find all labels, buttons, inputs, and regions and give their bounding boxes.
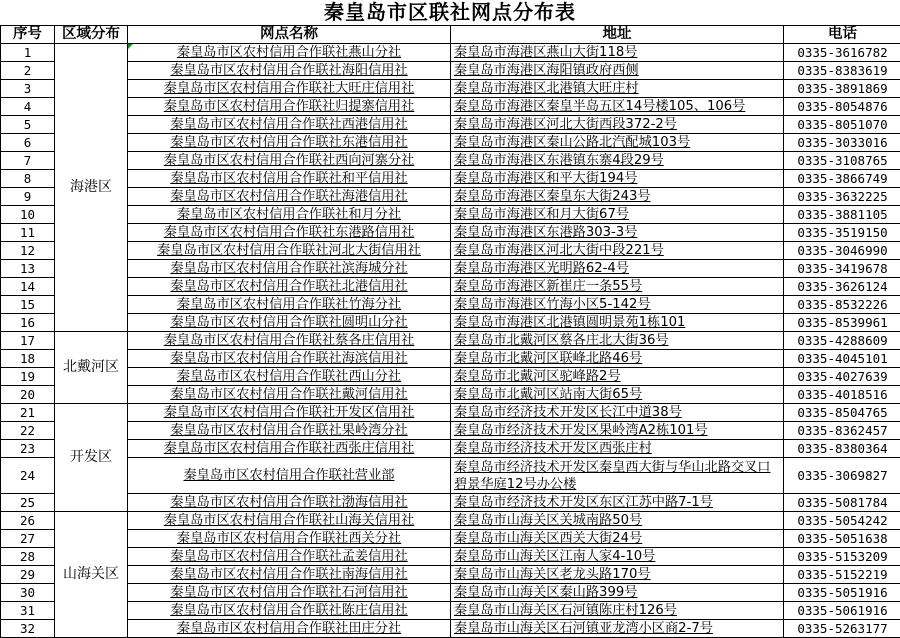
table-row <box>1 224 900 242</box>
table-row <box>1 296 900 314</box>
cell-phone[interactable]: 0335-3033016 <box>784 134 900 152</box>
table-row <box>1 512 900 530</box>
cell-address[interactable]: 秦皇岛市海港区新崔庄一条55号 <box>451 278 784 296</box>
cell-index[interactable]: 1 <box>1 44 55 62</box>
table-row <box>1 80 900 98</box>
header-address[interactable]: 地址 <box>451 26 784 44</box>
cell-branch-name[interactable]: 秦皇岛市区农村信用合作联社竹海分社 <box>128 296 451 314</box>
cell-address[interactable]: 秦皇岛市海港区和月大街67号 <box>451 206 784 224</box>
cell-index[interactable]: 9 <box>1 188 55 206</box>
cell-phone[interactable]: 0335-3881105 <box>784 206 900 224</box>
cell-phone[interactable]: 0335-4027639 <box>784 368 900 386</box>
cell-address[interactable]: 秦皇岛市海港区竹海小区5-142号 <box>451 296 784 314</box>
cell-address[interactable]: 秦皇岛市山海关区江南人家4-10号 <box>451 548 784 566</box>
cell-branch-name[interactable]: 秦皇岛市区农村信用合作联社西关分社 <box>128 530 451 548</box>
table-row <box>1 494 900 512</box>
cell-index[interactable]: 18 <box>1 350 55 368</box>
table-row <box>1 116 900 134</box>
cell-address[interactable]: 秦皇岛市北戴河区站南大街65号 <box>451 386 784 404</box>
table-row <box>1 314 900 332</box>
cell-address[interactable]: 秦皇岛市海港区北港镇大旺庄村 <box>451 80 784 98</box>
cell-index[interactable]: 19 <box>1 368 55 386</box>
cell-address[interactable]: 秦皇岛市海港区河北大街中段221号 <box>451 242 784 260</box>
branch-table <box>0 25 900 638</box>
cell-branch-name[interactable]: 秦皇岛市区农村信用合作联社大旺庄信用社 <box>128 80 451 98</box>
cell-index[interactable]: 11 <box>1 224 55 242</box>
cell-index[interactable]: 17 <box>1 332 55 350</box>
cell-address[interactable]: 秦皇岛市山海关区老龙头路170号 <box>451 566 784 584</box>
table-row <box>1 206 900 224</box>
cell-address[interactable]: 秦皇岛市海港区光明路62-4号 <box>451 260 784 278</box>
cell-phone[interactable]: 0335-3419678 <box>784 260 900 278</box>
cell-index[interactable]: 28 <box>1 548 55 566</box>
table-row <box>1 170 900 188</box>
cell-index[interactable]: 2 <box>1 62 55 80</box>
cell-phone[interactable]: 0335-8504765 <box>784 404 900 422</box>
cell-phone[interactable]: 0335-3616782 <box>784 44 900 62</box>
cell-address[interactable]: 秦皇岛市山海关区西关大街24号 <box>451 530 784 548</box>
cell-address[interactable]: 秦皇岛市海港区东港镇东寨4段29号 <box>451 152 784 170</box>
cell-index[interactable]: 30 <box>1 584 55 602</box>
cell-address[interactable]: 秦皇岛市山海关区关城南路50号 <box>451 512 784 530</box>
table-row <box>1 548 900 566</box>
cell-address[interactable]: 秦皇岛市海港区秦山公路北汽配城103号 <box>451 134 784 152</box>
cell-index[interactable]: 27 <box>1 530 55 548</box>
table-row <box>1 44 900 62</box>
cell-index[interactable]: 20 <box>1 386 55 404</box>
cell-phone[interactable]: 0335-5152219 <box>784 566 900 584</box>
header-region[interactable]: 区域分布 <box>55 26 128 44</box>
cell-index[interactable]: 22 <box>1 422 55 440</box>
cell-branch-name[interactable]: 秦皇岛市区农村信用合作联社陈庄信用社 <box>128 602 451 620</box>
cell-index[interactable]: 25 <box>1 494 55 512</box>
cell-address[interactable]: 秦皇岛市海港区秦皇东大街243号 <box>451 188 784 206</box>
cell-phone[interactable]: 0335-5051916 <box>784 584 900 602</box>
cell-phone[interactable]: 0335-8362457 <box>784 422 900 440</box>
cell-index[interactable]: 8 <box>1 170 55 188</box>
table-row <box>1 566 900 584</box>
cell-phone[interactable]: 0335-3891869 <box>784 80 900 98</box>
cell-address[interactable]: 秦皇岛市海港区海阳镇政府西侧 <box>451 62 784 80</box>
header-index[interactable]: 序号 <box>1 26 55 44</box>
cell-branch-name[interactable]: 秦皇岛市区农村信用合作联社渤海信用社 <box>128 494 451 512</box>
cell-phone[interactable]: 0335-3866749 <box>784 170 900 188</box>
cell-address[interactable]: 秦皇岛市海港区秦皇半岛五区14号楼105、106号 <box>451 98 784 116</box>
cell-phone[interactable]: 0335-3046990 <box>784 242 900 260</box>
cell-branch-name[interactable]: 秦皇岛市区农村信用合作联社山海关信用社 <box>128 512 451 530</box>
cell-phone[interactable]: 0335-8383619 <box>784 62 900 80</box>
table-row <box>1 440 900 458</box>
table-row <box>1 278 900 296</box>
cell-branch-name[interactable]: 秦皇岛市区农村信用合作联社和平信用社 <box>128 170 451 188</box>
cell-address[interactable]: 秦皇岛市经济技术开发区西张庄村 <box>451 440 784 458</box>
table-row <box>1 620 900 638</box>
cell-address[interactable]: 秦皇岛市海港区燕山大街118号 <box>451 44 784 62</box>
cell-address[interactable]: 秦皇岛市山海关区秦山路399号 <box>451 584 784 602</box>
cell-region[interactable]: 开发区 <box>55 404 128 512</box>
cell-region[interactable]: 北戴河区 <box>55 332 128 404</box>
table-row <box>1 530 900 548</box>
cell-branch-name[interactable]: 秦皇岛市区农村信用合作联社西港信用社 <box>128 116 451 134</box>
cell-address[interactable]: 秦皇岛市山海关区石河镇陈庄村126号 <box>451 602 784 620</box>
cell-index[interactable]: 12 <box>1 242 55 260</box>
cell-phone[interactable]: 0335-3519150 <box>784 224 900 242</box>
cell-comment-marker-icon <box>128 44 133 49</box>
cell-address[interactable]: 秦皇岛市海港区北港镇圆明景苑1栋101 <box>451 314 784 332</box>
cell-branch-name[interactable]: 秦皇岛市区农村信用合作联社圆明山分社 <box>128 314 451 332</box>
cell-index[interactable]: 23 <box>1 440 55 458</box>
cell-index[interactable]: 32 <box>1 620 55 638</box>
cell-phone[interactable]: 0335-4045101 <box>784 350 900 368</box>
cell-phone[interactable]: 0335-3069827 <box>784 458 900 494</box>
cell-phone[interactable]: 0335-5061916 <box>784 602 900 620</box>
cell-phone[interactable]: 0335-5263177 <box>784 620 900 638</box>
cell-branch-name[interactable]: 秦皇岛市区农村信用合作联社东港路信用社 <box>128 224 451 242</box>
cell-branch-name[interactable]: 秦皇岛市区农村信用合作联社滨海城分社 <box>128 260 451 278</box>
cell-index[interactable]: 16 <box>1 314 55 332</box>
cell-branch-name[interactable]: 秦皇岛市区农村信用合作联社东港信用社 <box>128 134 451 152</box>
cell-branch-name[interactable]: 秦皇岛市区农村信用合作联社开发区信用社 <box>128 404 451 422</box>
cell-phone[interactable]: 0335-8051070 <box>784 116 900 134</box>
cell-branch-name[interactable]: 秦皇岛市区农村信用合作联社北港信用社 <box>128 278 451 296</box>
sheet-title: 秦皇岛市区联社网点分布表 <box>0 0 900 25</box>
cell-phone[interactable]: 0335-5051638 <box>784 530 900 548</box>
cell-region[interactable]: 山海关区 <box>55 512 128 638</box>
cell-branch-name[interactable]: 秦皇岛市区农村信用合作联社海滨信用社 <box>128 350 451 368</box>
cell-branch-name[interactable]: 秦皇岛市区农村信用合作联社海港信用社 <box>128 188 451 206</box>
table-row <box>1 602 900 620</box>
cell-branch-name[interactable]: 秦皇岛市区农村信用合作联社田庄分社 <box>128 620 451 638</box>
cell-index[interactable]: 14 <box>1 278 55 296</box>
table-row <box>1 62 900 80</box>
cell-index[interactable]: 15 <box>1 296 55 314</box>
cell-address[interactable]: 秦皇岛市经济技术开发区长江中道38号 <box>451 404 784 422</box>
cell-branch-name[interactable]: 秦皇岛市区农村信用合作联社河北大街信用社 <box>128 242 451 260</box>
cell-phone[interactable]: 0335-4018516 <box>784 386 900 404</box>
cell-branch-name[interactable]: 秦皇岛市区农村信用合作联社西向河寨分社 <box>128 152 451 170</box>
cell-index[interactable]: 10 <box>1 206 55 224</box>
cell-index[interactable]: 5 <box>1 116 55 134</box>
cell-address[interactable]: 秦皇岛市经济技术开发区东区江苏中路7-1号 <box>451 494 784 512</box>
cell-index[interactable]: 29 <box>1 566 55 584</box>
table-row <box>1 386 900 404</box>
cell-address[interactable]: 秦皇岛市北戴河区蔡各庄北大街36号 <box>451 332 784 350</box>
cell-index[interactable]: 26 <box>1 512 55 530</box>
cell-phone[interactable]: 0335-8539961 <box>784 314 900 332</box>
cell-phone[interactable]: 0335-5081784 <box>784 494 900 512</box>
cell-branch-name[interactable]: 秦皇岛市区农村信用合作联社和月分社 <box>128 206 451 224</box>
cell-phone[interactable]: 0335-8532226 <box>784 296 900 314</box>
cell-index[interactable]: 24 <box>1 458 55 494</box>
table-row <box>1 98 900 116</box>
table-row <box>1 404 900 422</box>
cell-address[interactable]: 秦皇岛市海港区和平大街194号 <box>451 170 784 188</box>
cell-phone[interactable]: 0335-3626124 <box>784 278 900 296</box>
cell-phone[interactable]: 0335-3632225 <box>784 188 900 206</box>
cell-branch-name[interactable]: 秦皇岛市区农村信用合作联社孟姜信用社 <box>128 548 451 566</box>
table-row <box>1 134 900 152</box>
cell-index[interactable]: 13 <box>1 260 55 278</box>
table-row <box>1 152 900 170</box>
cell-address[interactable]: 秦皇岛市北戴河区驼峰路2号 <box>451 368 784 386</box>
table-body <box>1 44 900 638</box>
cell-phone[interactable]: 0335-3108765 <box>784 152 900 170</box>
cell-branch-name[interactable]: 秦皇岛市区农村信用合作联社营业部 <box>128 458 451 494</box>
cell-address[interactable]: 秦皇岛市北戴河区联峰北路46号 <box>451 350 784 368</box>
table-row <box>1 242 900 260</box>
table-row <box>1 188 900 206</box>
cell-branch-name[interactable]: 秦皇岛市区农村信用合作联社燕山分社 <box>128 44 451 62</box>
cell-index[interactable]: 31 <box>1 602 55 620</box>
cell-phone[interactable]: 0335-8054876 <box>784 98 900 116</box>
cell-branch-name[interactable]: 秦皇岛市区农村信用合作联社戴河信用社 <box>128 386 451 404</box>
table-row <box>1 368 900 386</box>
cell-branch-name[interactable]: 秦皇岛市区农村信用合作联社蔡各庄信用社 <box>128 332 451 350</box>
cell-address[interactable]: 秦皇岛市海港区东港路303-3号 <box>451 224 784 242</box>
cell-address[interactable]: 秦皇岛市经济技术开发区果岭湾A2栋101号 <box>451 422 784 440</box>
header-name[interactable]: 网点名称 <box>128 26 451 44</box>
table-row <box>1 422 900 440</box>
cell-phone[interactable]: 0335-4288609 <box>784 332 900 350</box>
table-row <box>1 332 900 350</box>
cell-address[interactable]: 秦皇岛市山海关区石河镇亚龙湾小区商2-7号 <box>451 620 784 638</box>
table-row <box>1 584 900 602</box>
table-row <box>1 458 900 494</box>
cell-branch-name[interactable]: 秦皇岛市区农村信用合作联社西张庄信用社 <box>128 440 451 458</box>
table-row <box>1 260 900 278</box>
cell-region[interactable]: 海港区 <box>55 44 128 332</box>
header-row <box>1 26 900 44</box>
cell-phone[interactable]: 0335-8380364 <box>784 440 900 458</box>
table-row <box>1 350 900 368</box>
cell-index[interactable]: 6 <box>1 134 55 152</box>
cell-branch-name[interactable]: 秦皇岛市区农村信用合作联社海阳信用社 <box>128 62 451 80</box>
cell-index[interactable]: 4 <box>1 98 55 116</box>
cell-index[interactable]: 3 <box>1 80 55 98</box>
cell-branch-name[interactable]: 秦皇岛市区农村信用合作联社南海信用社 <box>128 566 451 584</box>
cell-branch-name[interactable]: 秦皇岛市区农村信用合作联社石河信用社 <box>128 584 451 602</box>
cell-phone[interactable]: 0335-5054242 <box>784 512 900 530</box>
cell-phone[interactable]: 0335-5153209 <box>784 548 900 566</box>
cell-address[interactable]: 秦皇岛市经济技术开发区秦皇西大街与华山北路交叉口碧景华庭12号办公楼 <box>451 458 784 494</box>
header-phone[interactable]: 电话 <box>784 26 900 44</box>
cell-branch-name[interactable]: 秦皇岛市区农村信用合作联社归提寨信用社 <box>128 98 451 116</box>
cell-index[interactable]: 7 <box>1 152 55 170</box>
cell-branch-name[interactable]: 秦皇岛市区农村信用合作联社西山分社 <box>128 368 451 386</box>
cell-branch-name[interactable]: 秦皇岛市区农村信用合作联社果岭湾分社 <box>128 422 451 440</box>
cell-address[interactable]: 秦皇岛市海港区河北大街西段372-2号 <box>451 116 784 134</box>
cell-index[interactable]: 21 <box>1 404 55 422</box>
